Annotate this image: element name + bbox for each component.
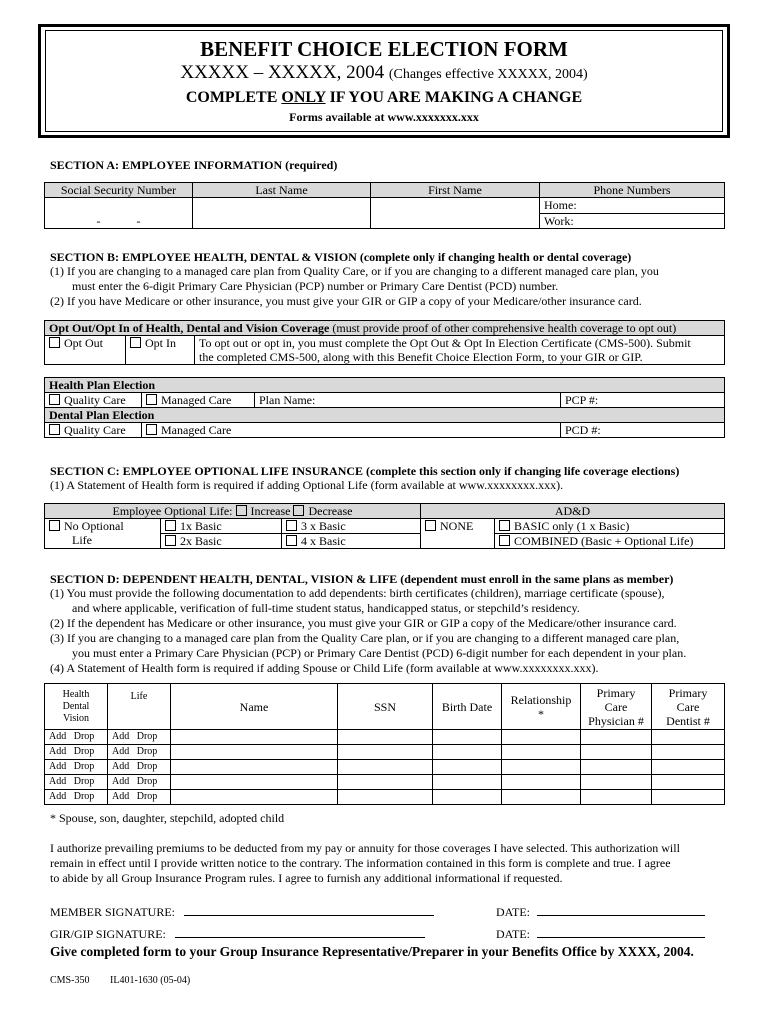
basic-1x[interactable]: [161, 519, 282, 534]
life-add-drop[interactable]: [108, 760, 171, 775]
opt-instructions: [195, 336, 725, 365]
dep-birth-field[interactable]: [433, 775, 502, 790]
item-text: If you are changing to a managed care plan from Quality Care, or if you are changing to a different managed care plan, you: [67, 264, 659, 278]
col-hdv-2: Dental: [62, 700, 90, 712]
add-label[interactable]: Add: [49, 761, 67, 772]
section-c-title: SECTION C: EMPLOYEE OPTIONAL LIFE INSURANCE (complete this section only if changing life coverage elections): [50, 464, 680, 478]
item-num: (3): [50, 631, 64, 645]
submit-instruction: Give completed form to your Group Insurance Representative/Preparer in your Benefits Office by XXXX, 2004.: [50, 944, 694, 959]
member-date-row: [496, 903, 705, 920]
section-d-item-1-cont: and where applicable, verification of full-time student status, handicapped status, or stepchild’s residency.: [72, 601, 580, 615]
item-num: (4): [50, 661, 64, 675]
col-pcd-3: Dentist #: [666, 713, 710, 728]
col-hdv-1: Health: [62, 688, 90, 700]
col-hdv: [45, 684, 108, 730]
dep-relationship-field[interactable]: [502, 745, 581, 760]
section-d-item-1: [50, 586, 730, 601]
dep-pcp-field[interactable]: [581, 775, 652, 790]
item-text: If the dependent has Medicare or other insurance, you must give your GIR or GIP a copy of the Medicare/other insurance card.: [67, 616, 677, 630]
first-name-field[interactable]: [371, 198, 540, 229]
ssn-field[interactable]: - -: [45, 198, 193, 229]
add-combined[interactable]: [495, 534, 725, 549]
drop-label[interactable]: Drop: [136, 746, 158, 757]
changes-effective: (Changes effective XXXXX, 2004): [388, 67, 588, 82]
add-header: AD&D: [421, 504, 725, 519]
checkbox-icon[interactable]: [499, 535, 510, 546]
quality-care-label: Quality Care: [64, 423, 126, 437]
col-pcp-3: Physician #: [588, 713, 644, 728]
basic-2x[interactable]: [161, 534, 282, 549]
combined-label: COMBINED (Basic + Optional Life): [514, 534, 694, 548]
plan-name-field[interactable]: Plan Name:: [255, 393, 561, 408]
opt-in-option[interactable]: [126, 336, 195, 365]
dental-plan-header: Dental Plan Election: [45, 408, 725, 423]
dep-pcp-field[interactable]: [581, 790, 652, 805]
life-add-drop[interactable]: [108, 775, 171, 790]
col-relationship: [502, 684, 581, 730]
auth-line-2: remain in effect until I provide written notice to the contrary. The information contained in this form is complete and true. I agree: [50, 856, 671, 870]
optional-life-table: [44, 503, 725, 549]
add-label[interactable]: Add: [112, 791, 130, 802]
hdv-add-drop[interactable]: [45, 760, 108, 775]
employee-info-table: [44, 182, 725, 229]
health-quality-care[interactable]: [45, 393, 142, 408]
checkbox-icon[interactable]: [425, 520, 436, 531]
section-b-item-1-cont: must enter the 6-digit Primary Care Physician (PCP) number or Primary Care Dentist (PCD) number.: [72, 279, 559, 293]
col-pcd-2: Care: [676, 699, 700, 714]
health-managed-care[interactable]: [142, 393, 255, 408]
opt-out-label: Opt Out: [64, 336, 103, 350]
eol-header: [45, 504, 421, 519]
dep-birth-field[interactable]: [433, 745, 502, 760]
gir-date-row: [496, 925, 705, 942]
dep-relationship-field[interactable]: [502, 775, 581, 790]
opt-head-bold: Opt Out/Opt In of Health, Dental and Vision Coverage: [49, 321, 330, 335]
col-pcp: [581, 684, 652, 730]
basic2-label: 2x Basic: [180, 534, 222, 548]
checkbox-icon[interactable]: [286, 520, 297, 531]
item-text: A Statement of Health form is required if adding Optional Life (form available at www.xxxxxxxx.xxx).: [66, 478, 564, 492]
item-text: If you have Medicare or other insurance, you must give your GIR or GIP a copy of your Medicare/other insurance card.: [67, 294, 642, 308]
no-optional-label: No Optional: [64, 519, 124, 533]
eol-label: Employee Optional Life:: [112, 504, 233, 518]
add-label[interactable]: Add: [49, 791, 67, 802]
life-add-drop[interactable]: [108, 730, 171, 745]
dep-pcd-field[interactable]: [652, 790, 725, 805]
drop-label[interactable]: Drop: [73, 746, 95, 757]
checkbox-icon[interactable]: [49, 394, 60, 405]
item-num: (2): [50, 616, 64, 630]
member-signature-label: MEMBER SIGNATURE:: [50, 905, 176, 919]
complete-only-word: ONLY: [281, 89, 326, 106]
pcp-field[interactable]: PCP #:: [561, 393, 725, 408]
col-birth-date: Birth Date: [433, 684, 502, 730]
col-pcp-1: Primary: [596, 685, 636, 700]
auth-line-3: to abide by all Group Insurance Program rules. I agree to furnish any additional informational if requested.: [50, 871, 563, 885]
dep-pcp-field[interactable]: [581, 760, 652, 775]
dep-ssn-field[interactable]: [338, 730, 433, 745]
col-hdv-3: Vision: [62, 712, 90, 724]
col-rel-2: *: [538, 706, 544, 721]
item-num: (1): [50, 586, 64, 600]
life-add-drop[interactable]: [108, 790, 171, 805]
dep-ssn-field[interactable]: [338, 760, 433, 775]
dep-name-field[interactable]: [171, 775, 338, 790]
opt-out-table: [44, 320, 725, 365]
dep-ssn-field[interactable]: [338, 790, 433, 805]
dependents-table: [44, 683, 725, 805]
checkbox-icon[interactable]: [146, 394, 157, 405]
add-label[interactable]: Add: [49, 731, 67, 742]
drop-label[interactable]: Drop: [136, 791, 158, 802]
table-row: [45, 760, 725, 775]
no-optional-label-cont: Life: [72, 533, 92, 547]
item-text: A Statement of Health form is required if adding Spouse or Child Life (form available at www.xxxxxxxx.xxx).: [66, 661, 599, 675]
member-date-field[interactable]: [537, 903, 705, 916]
basic-3x[interactable]: [282, 519, 421, 534]
item-text: If you are changing to a managed care plan from the Quality Care plan, or if you are changing to a different managed care plan,: [67, 631, 680, 645]
dep-pcd-field[interactable]: [652, 775, 725, 790]
basic-only-label: BASIC only (1 x Basic): [514, 519, 630, 533]
home-phone-field[interactable]: Home:: [540, 198, 725, 214]
dep-relationship-field[interactable]: [502, 760, 581, 775]
drop-label[interactable]: Drop: [73, 776, 95, 787]
form-title: BENEFIT CHOICE ELECTION FORM: [200, 37, 568, 61]
gir-signature-label: GIR/GIP SIGNATURE:: [50, 927, 166, 941]
drop-label[interactable]: Drop: [73, 731, 95, 742]
dep-ssn-field[interactable]: [338, 775, 433, 790]
checkbox-icon[interactable]: [165, 535, 176, 546]
col-name: Name: [171, 684, 338, 730]
date-label: DATE:: [496, 927, 530, 941]
table-row: [45, 745, 725, 760]
opt-text-a: To opt out or opt in, you must complete the Opt Out & Opt In Election Certificate (CMS-500). Submit: [199, 336, 691, 350]
work-phone-field[interactable]: Work:: [540, 213, 725, 229]
complete-post: IF YOU ARE MAKING A CHANGE: [329, 89, 583, 106]
dep-pcd-field[interactable]: [652, 745, 725, 760]
dental-quality-care[interactable]: [45, 423, 142, 438]
date-label: DATE:: [496, 905, 530, 919]
checkbox-icon[interactable]: [130, 337, 141, 348]
section-b-item-2: [50, 294, 730, 309]
add-label[interactable]: Add: [112, 761, 130, 772]
add-label[interactable]: Add: [112, 776, 130, 787]
checkbox-icon[interactable]: [286, 535, 297, 546]
gir-signature-row: [50, 925, 425, 942]
dates-text: XXXXX – XXXXX, 2004: [180, 62, 385, 83]
col-ssn: SSN: [338, 684, 433, 730]
add-basic-only[interactable]: [495, 519, 725, 534]
checkbox-icon[interactable]: [146, 424, 157, 435]
opt-head-rest: (must provide proof of other comprehensive health coverage to opt out): [329, 321, 677, 335]
pcd-field[interactable]: PCD #:: [561, 423, 725, 438]
drop-label[interactable]: Drop: [136, 731, 158, 742]
hdv-add-drop[interactable]: [45, 790, 108, 805]
section-b-instructions: [50, 264, 730, 309]
dep-name-field[interactable]: [171, 745, 338, 760]
opt-out-option[interactable]: [45, 336, 126, 365]
authorization-text: [50, 841, 740, 886]
section-d-item-4: [50, 661, 730, 676]
dep-birth-field[interactable]: [433, 790, 502, 805]
section-d-item-3: [50, 631, 730, 646]
basic1-label: 1x Basic: [180, 519, 222, 533]
hdv-add-drop[interactable]: [45, 730, 108, 745]
opt-text-b: the completed CMS-500, along with this Benefit Choice Election Form, to your GIR or GIP.: [199, 350, 643, 364]
drop-label[interactable]: Drop: [73, 791, 95, 802]
add-label[interactable]: Add: [112, 731, 130, 742]
increase-label: Increase: [250, 504, 291, 518]
form-code: IL401-1630 (05-04): [110, 975, 191, 986]
dep-pcd-field[interactable]: [652, 730, 725, 745]
dep-name-field[interactable]: [171, 730, 338, 745]
section-b-item-1: [50, 264, 730, 279]
section-a-title: SECTION A: EMPLOYEE INFORMATION (required): [50, 158, 338, 172]
dep-name-field[interactable]: [171, 790, 338, 805]
forms-available: Forms available at www.xxxxxxx.xxx: [289, 110, 479, 124]
dep-pcp-field[interactable]: [581, 730, 652, 745]
basic-4x[interactable]: [282, 534, 421, 549]
no-optional-life[interactable]: [45, 519, 161, 549]
col-rel-1: Relationship: [510, 692, 572, 707]
life-add-drop[interactable]: [108, 745, 171, 760]
hdv-add-drop[interactable]: [45, 775, 108, 790]
add-none[interactable]: [421, 519, 495, 549]
form-number: CMS-350: [50, 975, 90, 986]
col-pcd-1: Primary: [668, 685, 708, 700]
item-num: (2): [50, 294, 64, 308]
complete-only-banner: [46, 87, 722, 109]
section-d-instructions: [50, 586, 730, 676]
checkbox-icon[interactable]: [293, 505, 304, 516]
checkbox-icon[interactable]: [499, 520, 510, 531]
table-row: [45, 730, 725, 745]
dep-pcd-field[interactable]: [652, 760, 725, 775]
item-text: You must provide the following documentation to add dependents: birth certificates (children), marriage certificate (spouse),: [66, 586, 665, 600]
gir-date-field[interactable]: [537, 925, 705, 938]
member-signature-field[interactable]: [184, 903, 434, 916]
section-d-title: SECTION D: DEPENDENT HEALTH, DENTAL, VISION & LIFE (dependent must enroll in the same plans as member): [50, 572, 674, 586]
item-num: (1): [50, 478, 64, 492]
dep-ssn-field[interactable]: [338, 745, 433, 760]
dep-relationship-field[interactable]: [502, 730, 581, 745]
drop-label[interactable]: Drop: [136, 761, 158, 772]
opt-out-header: [45, 321, 725, 336]
table-row: [45, 790, 725, 805]
section-c-item-1: [50, 478, 563, 493]
member-signature-row: [50, 903, 434, 920]
basic3-label: 3 x Basic: [301, 519, 346, 533]
drop-label[interactable]: Drop: [73, 761, 95, 772]
add-label[interactable]: Add: [112, 746, 130, 757]
managed-care-label: Managed Care: [161, 393, 232, 407]
item-num: (1): [50, 264, 64, 278]
decrease-label: Decrease: [308, 504, 353, 518]
col-life: Life: [108, 684, 171, 730]
add-label[interactable]: Add: [49, 746, 67, 757]
drop-label[interactable]: Drop: [136, 776, 158, 787]
last-name-field[interactable]: [193, 198, 371, 229]
dep-name-field[interactable]: [171, 760, 338, 775]
col-first-name: First Name: [371, 183, 540, 198]
col-pcp-2: Care: [604, 699, 628, 714]
dep-pcp-field[interactable]: [581, 745, 652, 760]
complete-pre: COMPLETE: [185, 89, 278, 106]
quality-care-label: Quality Care: [64, 393, 126, 407]
plan-election-table: [44, 377, 725, 438]
section-d-item-2: [50, 616, 730, 631]
col-ssn: Social Security Number: [45, 183, 193, 198]
form-dates: [46, 61, 722, 87]
checkbox-icon[interactable]: [165, 520, 176, 531]
relationship-footnote: * Spouse, son, daughter, stepchild, adopted child: [50, 811, 285, 825]
header-box: [45, 30, 723, 132]
checkbox-icon[interactable]: [236, 505, 247, 516]
health-plan-header: Health Plan Election: [45, 378, 725, 393]
opt-in-label: Opt In: [145, 336, 176, 350]
dep-birth-field[interactable]: [433, 730, 502, 745]
managed-care-label: Managed Care: [161, 423, 232, 437]
dep-relationship-field[interactable]: [502, 790, 581, 805]
col-phone: Phone Numbers: [540, 183, 725, 198]
checkbox-icon[interactable]: [49, 520, 60, 531]
checkbox-icon[interactable]: [49, 424, 60, 435]
gir-signature-field[interactable]: [175, 925, 425, 938]
checkbox-icon[interactable]: [49, 337, 60, 348]
basic4-label: 4 x Basic: [301, 534, 346, 548]
hdv-add-drop[interactable]: [45, 745, 108, 760]
col-pcd: [652, 684, 725, 730]
add-label[interactable]: Add: [49, 776, 67, 787]
none-label: NONE: [440, 519, 474, 533]
auth-line-1: I authorize prevailing premiums to be deducted from my pay or annuity for those coverages I have selected. This authorization will: [50, 841, 680, 855]
dep-birth-field[interactable]: [433, 760, 502, 775]
section-d-item-3-cont: you must enter a Primary Care Physician (PCP) or Primary Care Dentist (PCD) 6-digit number for each dependent in your plan.: [72, 646, 687, 660]
section-b-title: SECTION B: EMPLOYEE HEALTH, DENTAL & VISION (complete only if changing health or dental coverage): [50, 250, 632, 264]
table-row: [45, 775, 725, 790]
col-last-name: Last Name: [193, 183, 371, 198]
dental-managed-care[interactable]: [142, 423, 561, 438]
